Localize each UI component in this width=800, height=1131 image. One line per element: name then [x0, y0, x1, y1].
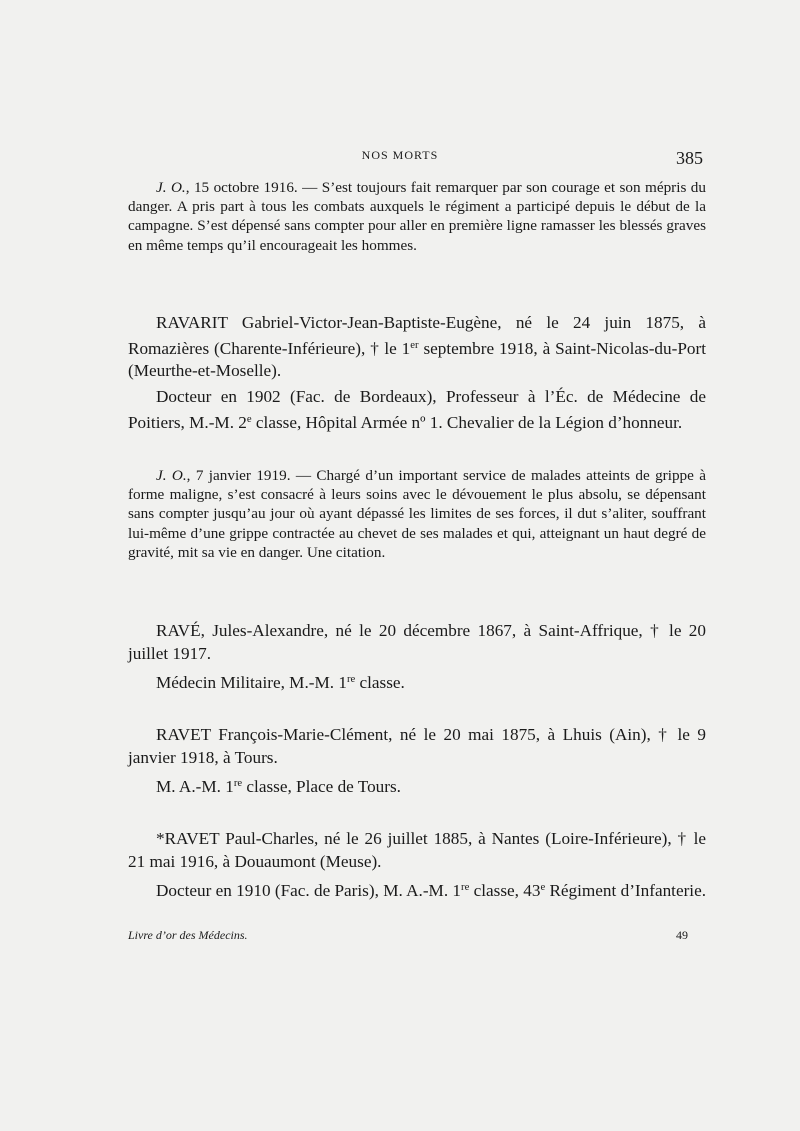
entry-ravet-francois [128, 724, 706, 798]
citation-text: , 7 janvier 1919. — Chargé d’un important service de malades atteints de grippe à forme maligne, s’est consacré à leurs soins avec le dévouement le plus absolu, se dépensant sans compter jusqu’au jour où ayant dépassé les limites de ses forces, il dut s’aliter, souffrant lui-même d’une grippe contractée au chevet de ses malades et qui, atteignant un haut degré de gravité, mit sa vie en danger. Une citation. [128, 467, 706, 561]
entry-detail: M. A.-M. 1re classe, Place de Tours. [156, 776, 401, 796]
page-number: 385 [676, 148, 703, 168]
entry-detail: Médecin Militaire, M.-M. 1re classe. [156, 672, 405, 692]
footer-book-title: Livre d’or des Médecins. [128, 928, 248, 942]
citation-source: J. O. [156, 467, 187, 484]
entry-rave [128, 620, 706, 694]
entry-heading: RAVÉ, Jules-Alexandre, né le 20 décembre 1867, à Saint-Affrique, † le 20 juillet 1917. [128, 621, 706, 663]
entry-heading: RAVARIT Gabriel-Victor-Jean-Baptiste-Eugène, né le 24 juin 1875, à Romazières (Charente-Inférieure), † le 1er septembre 1918, à Saint-Nicolas-du-Port (Meurthe-et-Moselle). [128, 313, 706, 380]
citation-source: J. O. [156, 179, 186, 196]
entry-detail: Docteur en 1910 (Fac. de Paris), M. A.-M. 1re classe, 43e Régiment d’Infanterie. [156, 880, 707, 900]
entry-heading: *RAVET Paul-Charles, né le 26 juillet 1885, à Nantes (Loire-Inférieure), † le 21 mai 1916, à Douaumont (Meuse). [128, 829, 706, 871]
citation-text: , 15 octobre 1916. — S’est toujours fait remarquer par son courage et son mépris du danger. A pris part à tous les combats auxquels le régiment a participé depuis le début de la campagne. S’est dépensé sans compter pour aller en première ligne ramasser les blessés graves en même temps qu’il encourageait les hommes. [128, 179, 706, 254]
running-header-title: NOS MORTS [361, 148, 439, 162]
citation-continued [128, 178, 706, 255]
entry-ravet-paul [128, 828, 706, 902]
entry-detail: Docteur en 1902 (Fac. de Bordeaux), Professeur à l’Éc. de Médecine de Poitiers, M.-M. 2e classe, Hôpital Armée nº 1. Chevalier de la Légion d’honneur. [128, 387, 706, 432]
entry-heading: RAVET François-Marie-Clément, né le 20 mai 1875, à Lhuis (Ain), † le 9 janvier 1918, à Tours. [128, 725, 706, 767]
footer-signature-number: 49 [676, 928, 688, 942]
entry-ravarit-citation [128, 466, 706, 562]
entry-ravarit [128, 312, 706, 434]
